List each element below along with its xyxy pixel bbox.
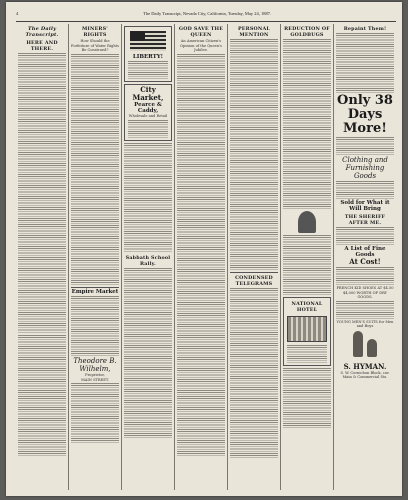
article-text (283, 39, 331, 209)
nameplate: The Daily Transcript. (25, 26, 59, 38)
columns (16, 24, 396, 490)
column-3 (122, 24, 175, 490)
column-4 (175, 24, 228, 490)
ad-headline: Only 38 Days More! (337, 93, 393, 136)
column-1 (16, 24, 69, 490)
article-heading: Sabbath School Rally. (125, 254, 171, 267)
ad-address: MAIN STREET. (81, 377, 109, 382)
article-text (71, 383, 119, 443)
column-2 (69, 24, 122, 490)
man-figure-icon (353, 331, 363, 357)
ad-signature: Theodore B. Wilhelm, (73, 357, 117, 374)
ad-headline: Sold for What it Will Bring (340, 200, 390, 212)
ad-text (336, 137, 394, 155)
article-subheading: How Should the Forfeiture of Water Rights Be Construed? (71, 39, 119, 52)
article-text (18, 53, 66, 223)
article-heading: GOD SAVE THE QUEEN (178, 26, 224, 38)
column-5 (228, 24, 281, 490)
liberty-banner: LIBERTY! (132, 54, 164, 60)
article-text (230, 288, 278, 458)
column-6 (281, 24, 334, 490)
masthead (16, 5, 396, 22)
ad-owner: Pearce & Caddy, (134, 102, 162, 114)
article-text (71, 225, 119, 285)
article-text (124, 268, 172, 438)
ad-signature-role: Proprietor, (85, 373, 105, 378)
ad-text (71, 296, 119, 356)
figures-illustration (334, 331, 396, 361)
ad-text (287, 345, 327, 363)
article-heading: CONDENSED TELEGRAMS (235, 274, 273, 287)
section-heading: HERE AND THERE. (26, 40, 58, 52)
article-text (283, 368, 331, 428)
ad-heading: Empire Market (71, 289, 119, 296)
ad-heading: Repaint Them! (343, 26, 387, 32)
ad-subheading: Clothing and Furnishing Goods (342, 156, 388, 180)
ad-subheading: THE SHERIFF AFTER ME. (344, 214, 386, 226)
article-text (177, 225, 225, 395)
advertiser-address: S. W. Cornichon Block, cor. Main & Commercial Sts. (340, 370, 390, 379)
ad-subheading: $4,000 WORTH OF DRY GOODS. (342, 290, 388, 299)
article-text (230, 210, 278, 270)
ad-text (336, 267, 394, 285)
ad-sub: Wholesale and Retail (128, 114, 168, 118)
article-heading: PERSONAL MENTION (238, 26, 270, 38)
article-text (18, 335, 66, 395)
article-text (18, 396, 66, 456)
newspaper-page (6, 2, 402, 496)
article-text (177, 54, 225, 224)
ad-illustration (298, 211, 316, 233)
ad-text (128, 120, 168, 138)
article-text (18, 224, 66, 334)
ad-at-cost: At Cost! (349, 257, 381, 266)
article-heading: MINERS' RIGHTS (82, 26, 108, 38)
article-text (71, 54, 119, 224)
flag-illustration (130, 31, 166, 51)
ad-subheading: YOUNG MEN'S SUITS for Men and Boys (336, 319, 394, 328)
ad-text (336, 301, 394, 319)
ad-name: City Market, (132, 85, 164, 102)
ad-subheading: FRENCH KID SHOES AT $4.50 (336, 286, 394, 290)
article-subheading: An American Citizen's Opinion of the Queen's Jubilee. (180, 39, 222, 52)
advertiser-name: S. HYMAN. (343, 361, 387, 371)
ad-text (336, 227, 394, 245)
masthead-title: The Daily Transcript, Nevada City, California, Tuesday, May 24, 1887. (143, 10, 272, 16)
article-text (124, 143, 172, 253)
column-7 (334, 24, 396, 490)
hotel-ad (283, 297, 331, 366)
boy-figure-icon (367, 339, 377, 357)
liberty-ad (124, 26, 172, 82)
article-text (283, 235, 331, 295)
ad-heading: NATIONAL HOTEL (291, 301, 323, 313)
article-text (177, 396, 225, 456)
ad-text (128, 61, 168, 79)
hotel-illustration (287, 316, 327, 342)
ad-subheading: A List of Fine Goods (344, 246, 386, 258)
article-text (230, 39, 278, 209)
city-market-ad (124, 84, 172, 141)
article-heading: REDUCTION OF GOLDBUGS (284, 26, 330, 38)
ad-text (336, 33, 394, 93)
ad-text (336, 181, 394, 199)
page-number: 4 (16, 10, 19, 16)
